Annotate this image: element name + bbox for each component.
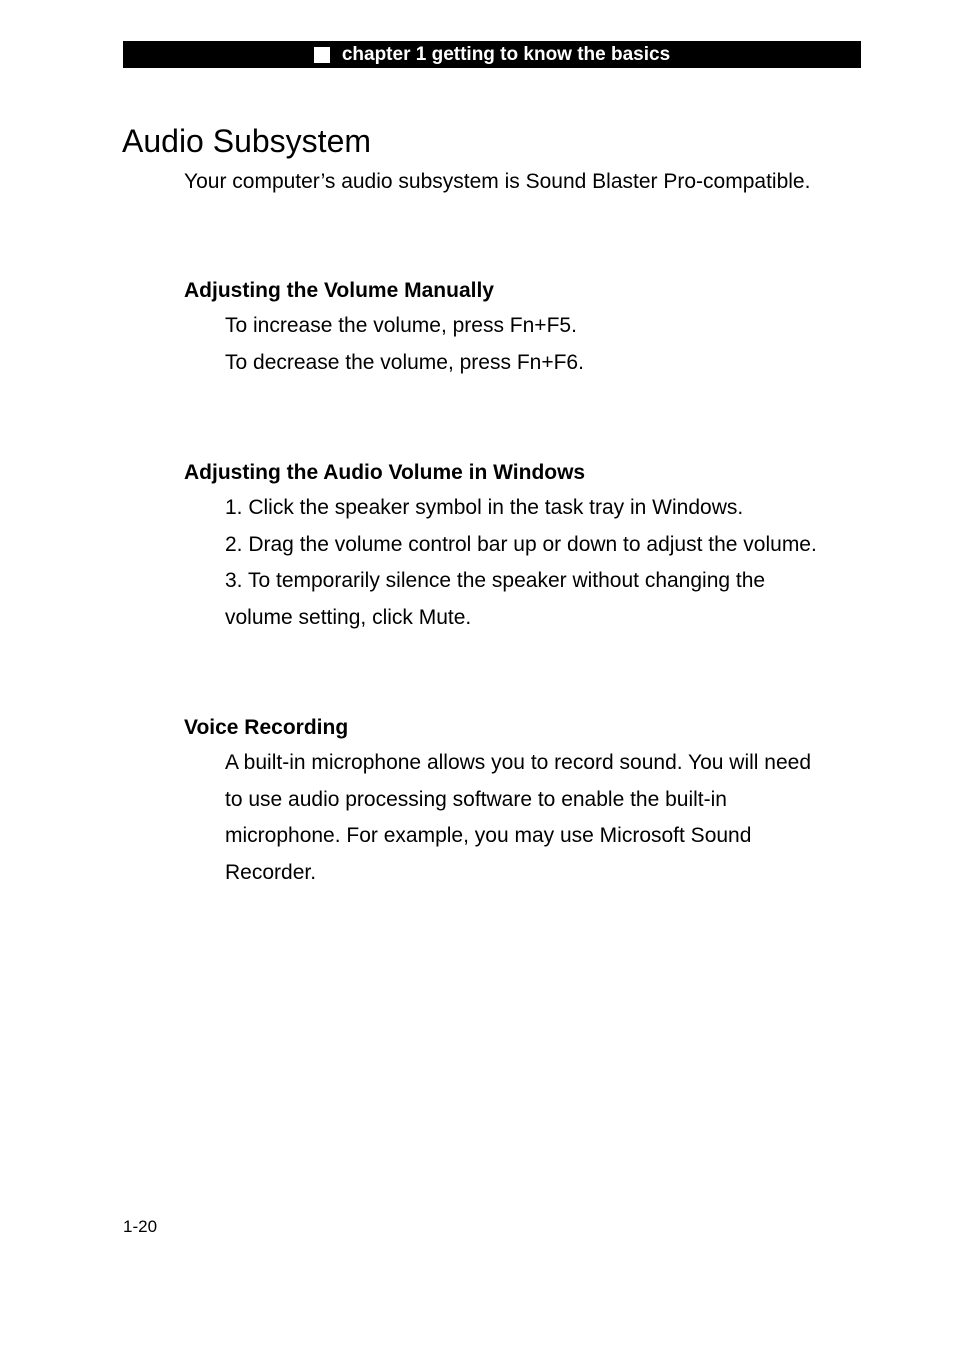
section-heading-volume-windows: Adjusting the Audio Volume in Windows bbox=[184, 461, 586, 484]
list-item: 3. To temporarily silence the speaker without changing the bbox=[225, 569, 766, 593]
section-body-volume-windows bbox=[225, 490, 865, 636]
section-body-volume-manual bbox=[225, 308, 865, 381]
chapter-header-bar bbox=[123, 41, 861, 68]
section-heading-volume-manual: Adjusting the Volume Manually bbox=[184, 279, 494, 302]
intro-paragraph: Your computer’s audio subsystem is Sound Blaster Pro-compatible. bbox=[184, 170, 811, 193]
body-line: A built-in microphone allows you to record sound. You will need bbox=[225, 751, 812, 774]
body-line: To decrease the volume, press Fn+F6. bbox=[225, 350, 584, 374]
list-item: 2. Drag the volume control bar up or down to adjust the volume. bbox=[225, 532, 817, 556]
section-body-voice-recording bbox=[225, 745, 865, 891]
list-item-continuation: volume setting, click Mute. bbox=[225, 605, 472, 629]
list-item: 1. Click the speaker symbol in the task tray in Windows. bbox=[225, 496, 744, 519]
page-number: 1-20 bbox=[123, 1217, 158, 1236]
body-line: To increase the volume, press Fn+F5. bbox=[225, 314, 577, 337]
body-line: to use audio processing software to enable the built-in bbox=[225, 787, 727, 811]
square-bullet-icon bbox=[314, 47, 330, 63]
page-title: Audio Subsystem bbox=[122, 123, 372, 159]
section-heading-voice-recording: Voice Recording bbox=[184, 716, 349, 739]
chapter-label: chapter 1 getting to know the basics bbox=[341, 43, 671, 65]
body-line: microphone. For example, you may use Microsoft Sound bbox=[225, 824, 752, 848]
body-line: Recorder. bbox=[225, 860, 317, 884]
